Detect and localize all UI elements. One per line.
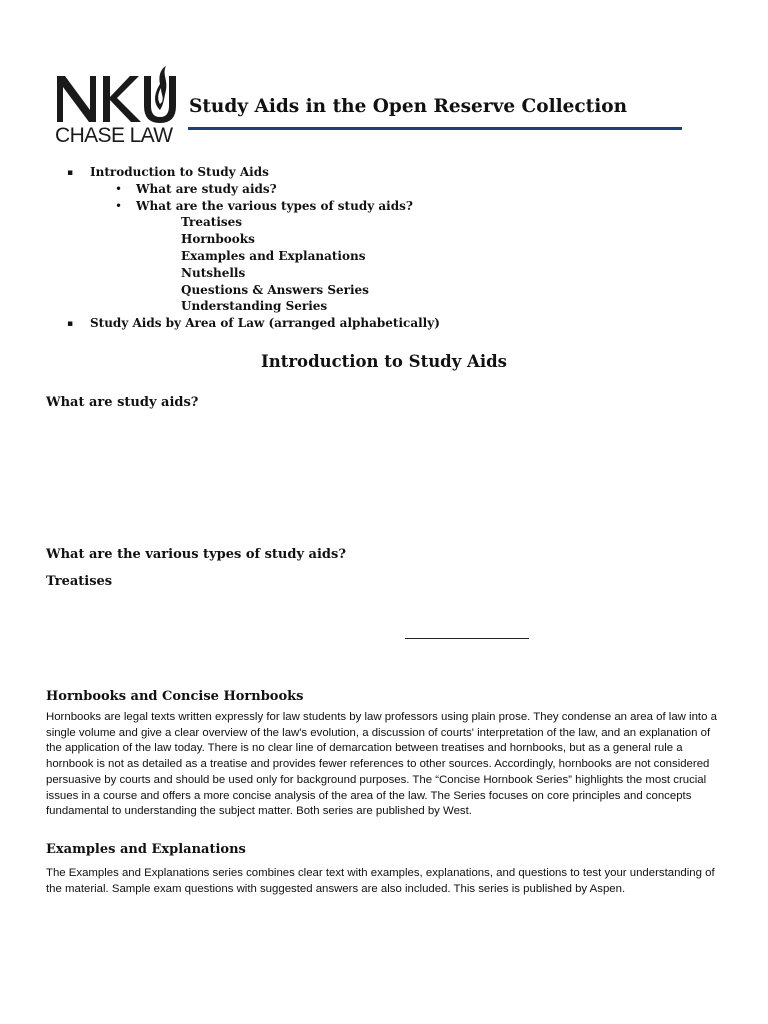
underline-divider [405, 638, 529, 639]
toc-item-label: Questions & Answers Series [181, 282, 369, 297]
hornbooks-paragraph: Hornbooks are legal texts written expressly for law students by law professors using plain prose. They condense an area of law into a single volume and give a clear overview of the law's evolution, a discussion of courts' interpretation of the law, and an explanation of the application of the law today. There is no clear line of demarcation between treatises and hornbooks, but as a general rule a hornbook is not as detailed as a treatise and provides fewer references to other sources. Accordingly, hornbooks are not considered persuasive by courts and should be used only for background purposes. The “Concise Hornbook Series” highlights the most crucial issues in a course and offers a more concise analysis of the area of the law. The Series focuses on core principles and concepts fundamental to understanding the subject matter. Both series are published by West. [46, 711, 717, 818]
round-bullet-icon: • [115, 181, 123, 196]
round-bullet-icon: • [115, 198, 123, 213]
toc-item-label: Nutshells [181, 265, 246, 280]
heading-treatises: Treatises [46, 574, 113, 589]
document-title: Study Aids in the Open Reserve Collection [189, 96, 628, 117]
toc-item-label: What are study aids? [136, 181, 277, 196]
nku-chase-law-logo [54, 60, 178, 146]
examples-paragraph: The Examples and Explanations series combines clear text with examples, explanations, and questions to test your understanding of the material. Sample exam questions with suggested answers are also included. This series is published by Aspen. [46, 867, 715, 895]
section-title-introduction: Introduction to Study Aids [261, 352, 507, 371]
heading-what-are-study-aids: What are study aids? [46, 395, 199, 410]
nku-logo-mark-icon [54, 66, 178, 124]
heading-hornbooks: Hornbooks and Concise Hornbooks [46, 689, 304, 704]
toc-item-label: Understanding Series [181, 299, 328, 314]
square-bullet-icon: ▪ [67, 319, 74, 330]
toc-item-label: Treatises [181, 215, 243, 230]
title-underline-rule [188, 127, 682, 130]
toc-item-label: What are the various types of study aids? [136, 198, 413, 213]
toc-item-label: Examples and Explanations [181, 248, 366, 263]
toc-item-label: Study Aids by Area of Law (arranged alphabetically) [90, 316, 440, 331]
heading-types-of-study-aids: What are the various types of study aids? [46, 547, 346, 562]
heading-examples-and-explanations: Examples and Explanations [46, 842, 246, 857]
toc-item-label: Hornbooks [181, 232, 255, 247]
logo-wordmark: CHASE LAW [55, 124, 173, 147]
square-bullet-icon: ▪ [67, 168, 74, 178]
toc-item-label: Introduction to Study Aids [90, 165, 269, 179]
